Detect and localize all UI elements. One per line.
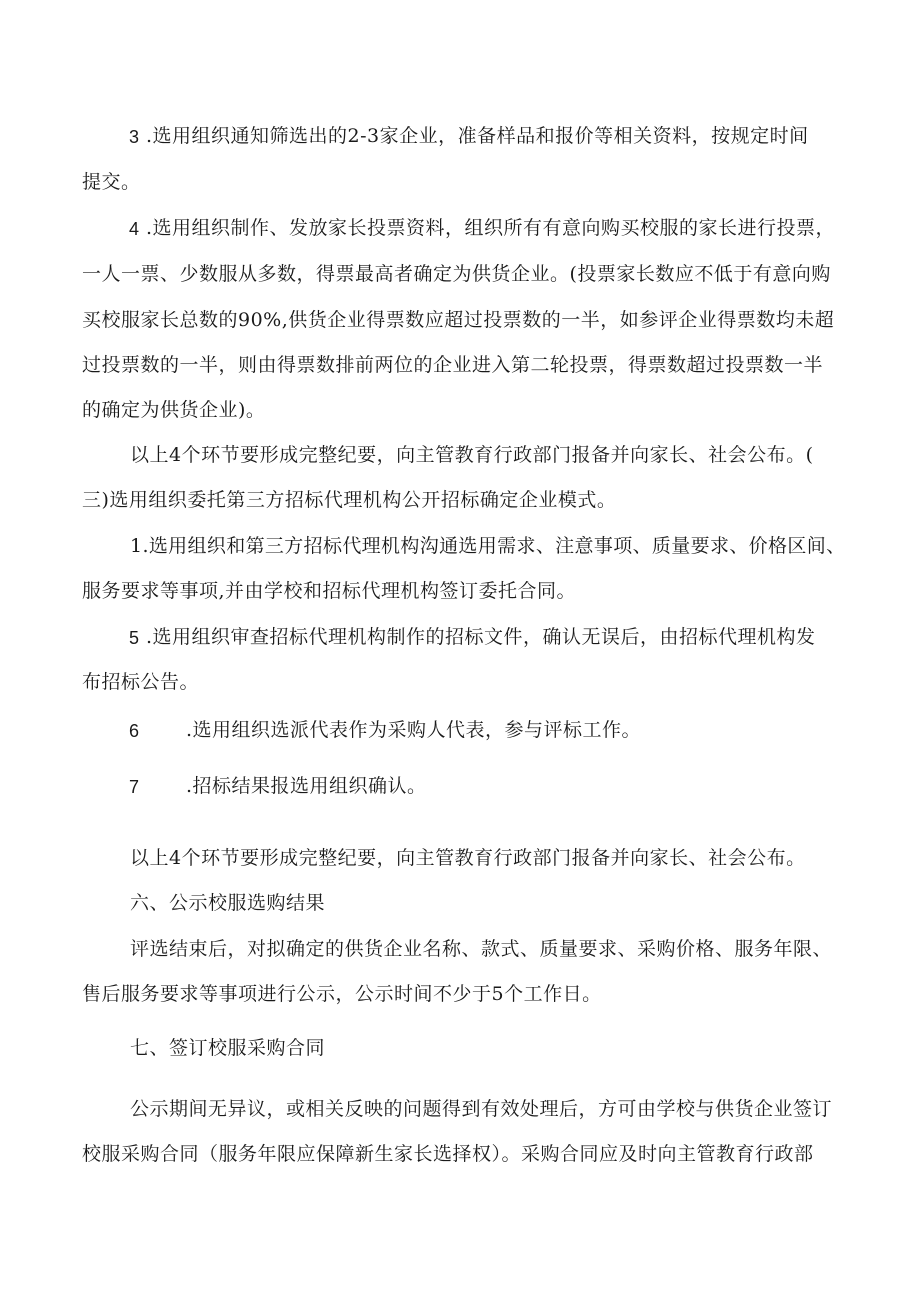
text-line: 公示期间无异议，或相关反映的问题得到有效处理后，方可由学校与供货企业签订 [130,1098,833,1120]
text-line: .选用组织通知筛选出的2-3家企业，准备样品和报价等相关资料，按规定时间 [146,125,809,147]
text-line: 一人一票、少数服从多数，得票最高者确定为供货企业。(投票家长数应不低于有意向购 [82,263,831,285]
text-line: .选用组织制作、发放家长投票资料，组织所有有意向购买校服的家长进行投票， [146,217,836,239]
text-line: .选用组织审查招标代理机构制作的招标文件，确认无误后，由招标代理机构发 [146,626,816,648]
text-line: 1.选用组织和第三方招标代理机构沟通选用需求、注意事项、质量要求、价格区间、 [130,535,846,557]
text-line: 售后服务要求等事项进行公示，公示时间不少于5个工作日。 [82,983,602,1005]
text-line: .招标结果报选用组织确认。 [186,775,427,797]
item-number: 6 [129,721,140,741]
text-line: 以上4个环节要形成完整纪要，向主管教育行政部门报备并向家长、社会公布。 [130,847,806,869]
section-heading: 六、公示校服选购结果 [130,892,326,914]
text-line: 的确定为供货企业)。 [82,399,266,421]
item-number: 4 [129,219,140,239]
item-number: 3 [129,127,140,147]
text-line: 以上4个环节要形成完整纪要，向主管教育行政部门报备并向家长、社会公布。( [130,444,814,466]
text-line: 服务要求等事项,并由学校和招标代理机构签订委托合同。 [82,580,577,602]
text-line: 买校服家长总数的90%,供货企业得票数应超过投票数的一半，如参评企业得票数均未超 [82,309,835,331]
text-line: .选用组织选派代表作为采购人代表，参与评标工作。 [186,719,642,741]
section-heading: 三)选用组织委托第三方招标代理机构公开招标确定企业模式。 [82,489,617,511]
section-heading: 七、签订校服采购合同 [130,1037,326,1059]
item-number: 5 [129,628,140,648]
text-line: 布招标公告。 [82,671,200,693]
text-line: 校服采购合同（服务年限应保障新生家长选择权）。采购合同应及时向主管教育行政部 [82,1143,814,1165]
text-line: 评选结束后，对拟确定的供货企业名称、款式、质量要求、采购价格、服务年限、 [130,938,833,960]
text-line: 提交。 [82,171,141,193]
item-number: 7 [129,777,140,797]
text-line: 过投票数的一半，则由得票数排前两位的企业进入第二轮投票，得票数超过投票数一半 [82,354,824,376]
